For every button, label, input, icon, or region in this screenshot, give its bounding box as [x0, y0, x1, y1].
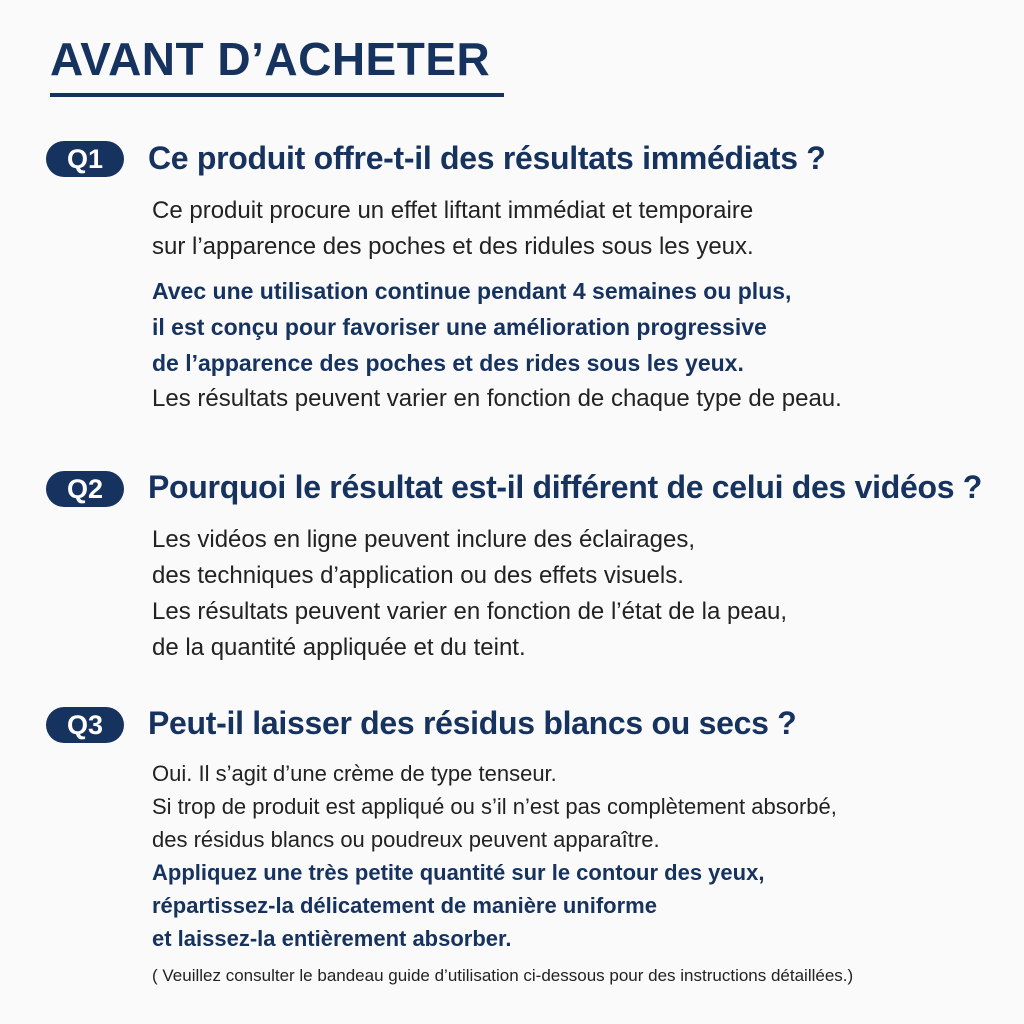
footnote: ( Veuillez consulter le bandeau guide d’utilisation ci-dessous pour des instructions détaillées.) [152, 966, 854, 985]
answer-line: des résidus blancs ou poudreux peuvent apparaître. [152, 827, 660, 852]
title-underline [50, 93, 504, 97]
answer-line: Les résultats peuvent varier en fonction de chaque type de peau. [152, 385, 842, 412]
answer-highlight-line: Avec une utilisation continue pendant 4 semaines ou plus, [152, 278, 792, 304]
answer-highlight-line: répartissez-la délicatement de manière uniforme [152, 893, 657, 918]
answer-line: Ce produit procure un effet liftant immédiat et temporaire [152, 197, 754, 224]
question-badge-q1: Q1 [46, 141, 124, 177]
question-q1: Ce produit offre-t-il des résultats immédiats ? [148, 140, 826, 176]
answer-q2 [152, 522, 1002, 666]
answer-line: Si trop de produit est appliqué ou s’il n’est pas complètement absorbé, [152, 794, 837, 819]
answer-line: Les vidéos en ligne peuvent inclure des éclairages, [152, 526, 696, 553]
answer-highlight-line: de l’apparence des poches et des rides sous les yeux. [152, 350, 744, 376]
answer-line: des techniques d’application ou des effets visuels. [152, 562, 684, 589]
answer-line: sur l’apparence des poches et des ridules sous les yeux. [152, 233, 754, 260]
answer-line: de la quantité appliquée et du teint. [152, 634, 526, 661]
answer-highlight-line: il est conçu pour favoriser une amélioration progressive [152, 314, 767, 340]
page-title: AVANT D’ACHETER [50, 33, 491, 85]
question-q2: Pourquoi le résultat est-il différent de celui des vidéos ? [148, 469, 983, 505]
answer-highlight-line: et laissez-la entièrement absorber. [152, 926, 512, 951]
answer-q1 [152, 193, 1002, 417]
answer-highlight-line: Appliquez une très petite quantité sur le contour des yeux, [152, 860, 765, 885]
question-badge-q2: Q2 [46, 471, 124, 507]
question-q3: Peut-il laisser des résidus blancs ou secs ? [148, 705, 797, 741]
answer-line: Les résultats peuvent varier en fonction de l’état de la peau, [152, 598, 788, 625]
answer-q3 [152, 757, 1002, 955]
question-badge-q3: Q3 [46, 707, 124, 743]
answer-line: Oui. Il s’agit d’une crème de type tenseur. [152, 761, 557, 786]
